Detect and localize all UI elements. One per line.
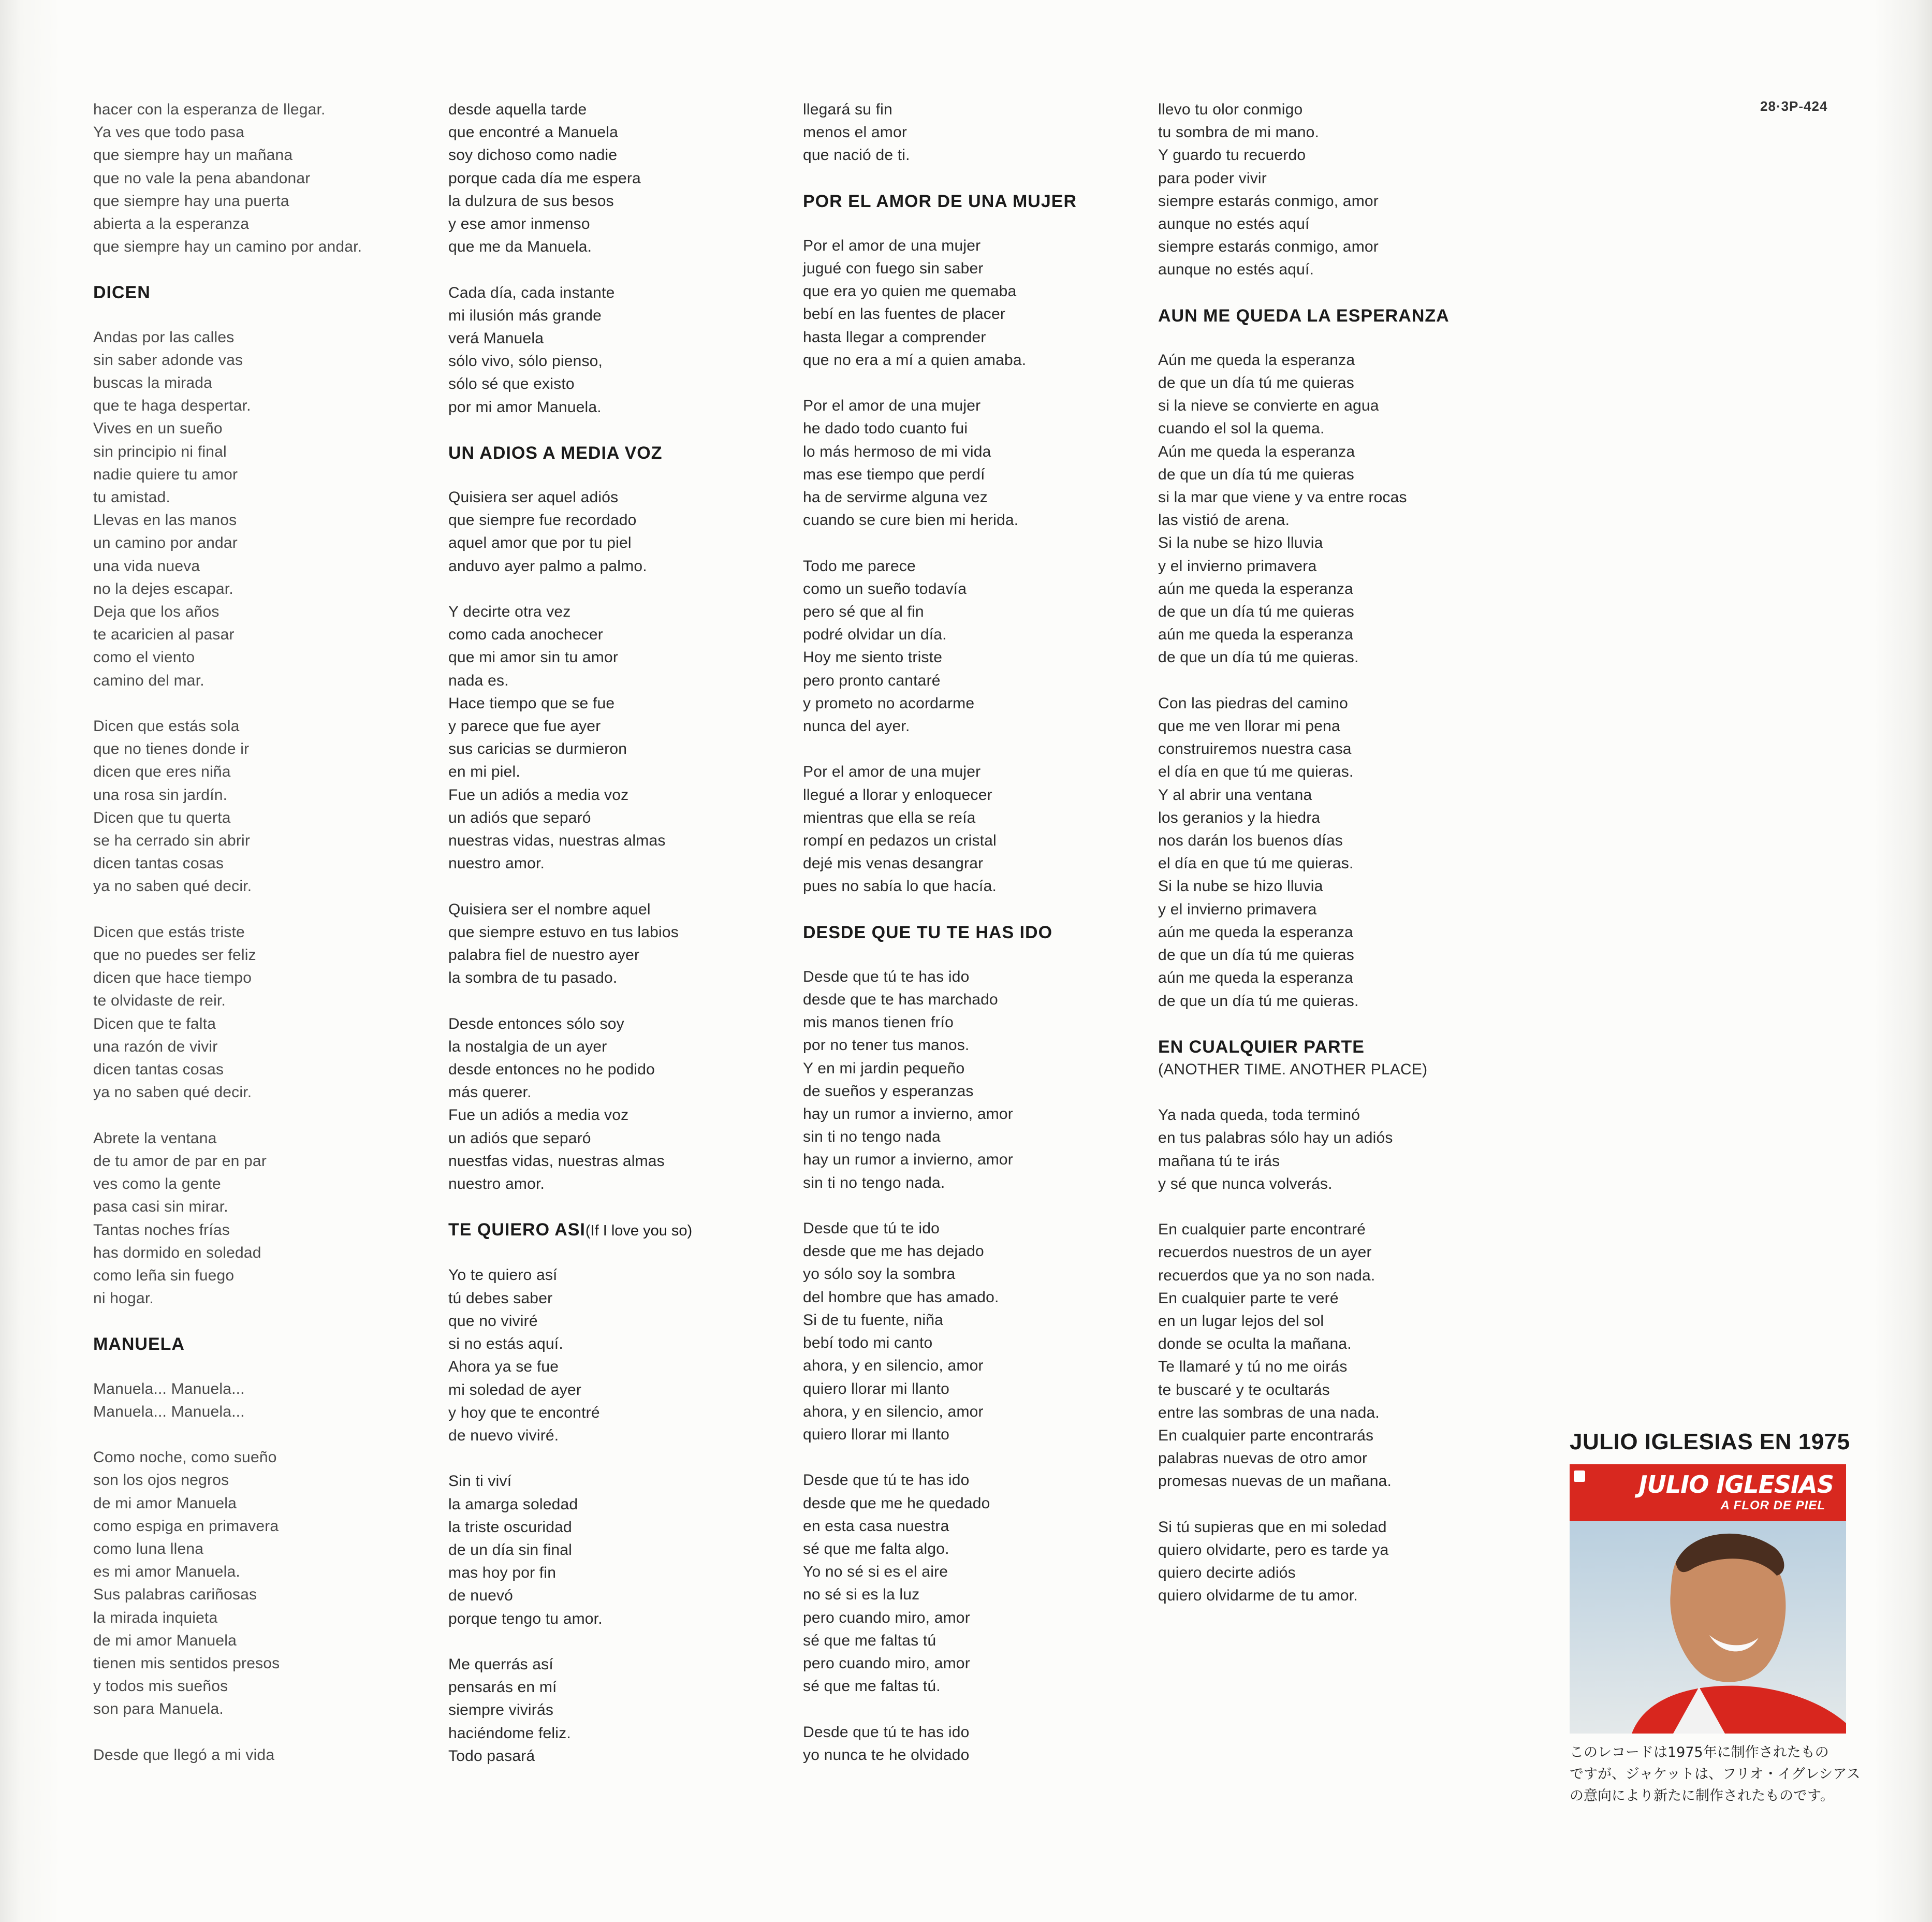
song-title-text: UN ADIOS A MEDIA VOZ — [448, 443, 663, 463]
lyric-line: nuestro amor. — [448, 855, 545, 872]
lyric-line: de que un día tú me quieras — [1158, 603, 1354, 621]
lyric-line: y el invierno primavera — [1158, 900, 1317, 918]
lyric-line: Dicen que estás triste — [93, 923, 245, 941]
lyric-line: Yo no sé si es el aire — [803, 1563, 948, 1581]
lyric-line: rompí en pedazos un cristal — [803, 832, 997, 850]
lyric-line: recuerdos nuestros de un ayer — [1158, 1244, 1372, 1261]
lyric-line: y todos mis sueños — [93, 1678, 228, 1695]
lyrics-column-2 — [448, 98, 780, 1768]
lyric-line: Yo te quiero así — [448, 1266, 558, 1284]
lyric-line: son para Manuela. — [93, 1700, 224, 1718]
lyric-line: bebí en las fuentes de placer — [803, 305, 1006, 323]
lyric-line: aquel amor que por tu piel — [448, 534, 632, 552]
stanza-gap — [448, 578, 780, 601]
stanza-gap — [93, 1104, 414, 1127]
song-title — [1158, 1036, 1489, 1058]
lyric-line: Con las piedras del camino — [1158, 694, 1349, 712]
lyric-line: siempre estarás conmigo, amor — [1158, 238, 1379, 256]
lyric-line: Quisiera ser el nombre aquel — [448, 900, 651, 918]
lyric-line: pasa casi sin mirar. — [93, 1198, 228, 1216]
stanza-gap — [803, 372, 1134, 395]
catalog-number: 28·3P-424 — [1760, 98, 1828, 114]
lyric-line: nadie quiere tu amor — [93, 465, 238, 483]
lyric-line: Como noche, como sueño — [93, 1449, 277, 1466]
lyric-line: mas hoy por fin — [448, 1564, 557, 1582]
lyric-line: palabra fiel de nuestro ayer — [448, 947, 640, 964]
lyric-line: es mi amor Manuela. — [93, 1563, 240, 1581]
stanza-gap — [448, 258, 780, 281]
lyric-line: recuerdos que ya no son nada. — [1158, 1266, 1375, 1284]
lyric-line: en tus palabras sólo hay un adiós — [1158, 1129, 1393, 1147]
lyric-line: ya no saben qué decir. — [93, 1084, 252, 1101]
lyric-line: no sé si es la luz — [803, 1586, 920, 1604]
lyric-line: que nació de ti. — [803, 147, 910, 164]
lyric-line: son los ojos negros — [93, 1472, 229, 1489]
lyric-line: Abrete la ventana — [93, 1129, 217, 1147]
song-title — [93, 1333, 414, 1356]
song-title — [803, 190, 1134, 213]
lyric-line: de nuevo viviré. — [448, 1426, 559, 1444]
lyric-line: Si tú supieras que en mi soledad — [1158, 1518, 1387, 1536]
lyric-line: Dicen que te falta — [93, 1015, 216, 1032]
lyric-line: quiero llorar mi llanto — [803, 1425, 950, 1443]
lyric-line: de mi amor Manuela — [93, 1494, 237, 1512]
lyric-line: ya no saben qué decir. — [93, 878, 252, 895]
lyric-line: como el viento — [93, 649, 195, 666]
lyric-line: de que un día tú me quieras — [1158, 374, 1354, 392]
lyric-line: sus caricias se durmieron — [448, 740, 627, 758]
lyric-line: jugué con fuego sin saber — [803, 260, 984, 278]
song-title-text: TE QUIERO ASI — [448, 1220, 586, 1240]
lyric-line: porque cada día me espera — [448, 169, 641, 187]
lyric-line: mas ese tiempo que perdí — [803, 465, 985, 483]
stanza-gap — [448, 989, 780, 1012]
lyric-line: aún me queda la esperanza — [1158, 923, 1353, 941]
lyric-line: donde se oculta la mañana. — [1158, 1335, 1352, 1353]
lyric-line: que te haga despertar. — [93, 397, 251, 415]
lyric-line: aunque no estés aquí. — [1158, 261, 1314, 279]
stanza-gap — [448, 875, 780, 898]
lyric-line: sólo vivo, sólo pienso, — [448, 353, 603, 370]
cover-title-band — [1570, 1464, 1846, 1521]
stanza-gap — [448, 1630, 780, 1653]
song-title-english: (If I love you so) — [585, 1222, 693, 1240]
cover-artist-name: JULIO IGLESIAS — [1638, 1470, 1834, 1498]
lyric-line: tú debes saber — [448, 1289, 553, 1307]
stanza-gap — [93, 898, 414, 921]
lyric-line: Desde que tú te has ido — [803, 968, 970, 985]
lyric-line: yo sólo soy la sombra — [803, 1265, 956, 1283]
lyric-line: los geranios y la hiedra — [1158, 809, 1321, 826]
lyric-line: hay un rumor a invierno, amor — [803, 1105, 1013, 1123]
lyric-line: como espiga en primavera — [93, 1517, 279, 1535]
lyric-line: desde que me he quedado — [803, 1494, 990, 1512]
lyric-line: sin saber adonde vas — [93, 351, 243, 369]
lyric-line: ahora, y en silencio, amor — [803, 1403, 984, 1420]
lyric-line: promesas nuevas de un mañana. — [1158, 1473, 1392, 1490]
lyric-line: aún me queda la esperanza — [1158, 969, 1353, 987]
stanza-gap — [1158, 1196, 1489, 1218]
lyric-line: sin principio ni final — [93, 443, 227, 460]
lyrics-column-3 — [803, 98, 1134, 1767]
lyric-line: Si la nube se hizo lluvia — [1158, 878, 1323, 895]
lyric-line: pues no sabía lo que hacía. — [803, 878, 997, 895]
lyric-line: desde que te has marchado — [803, 991, 998, 1009]
lyric-line: Dicen que estás sola — [93, 718, 240, 735]
lyric-line: Vives en un sueño — [93, 420, 223, 438]
lyric-line: Hoy me siento triste — [803, 649, 943, 666]
lyric-line: abierta a la esperanza — [93, 215, 250, 233]
lyric-line: Me querrás así — [448, 1655, 553, 1673]
lyric-line: el día en que tú me quieras. — [1158, 763, 1354, 781]
lyric-line: Por el amor de una mujer — [803, 237, 981, 254]
song-title-text: EN CUALQUIER PARTE — [1158, 1037, 1365, 1057]
lyric-line: el día en que tú me quieras. — [1158, 855, 1354, 872]
lyric-line: de nuevó — [448, 1587, 514, 1605]
stanza-gap — [93, 692, 414, 715]
song-title-text: DICEN — [93, 283, 151, 303]
lyric-line: Por el amor de una mujer — [803, 397, 981, 415]
stanza-gap — [448, 1447, 780, 1470]
lyric-line: nunca del ayer. — [803, 718, 910, 735]
lyric-line: la nostalgia de un ayer — [448, 1038, 607, 1055]
lyric-line: nuestro amor. — [448, 1175, 545, 1193]
lyric-line: he dado todo cuanto fui — [803, 420, 968, 438]
lyric-line: y parece que fue ayer — [448, 718, 601, 735]
lyric-line: Ya ves que todo pasa — [93, 124, 244, 141]
lyric-line: del hombre que has amado. — [803, 1288, 999, 1306]
lyric-line: buscas la mirada — [93, 374, 212, 392]
lyric-line: ahora, y en silencio, amor — [803, 1357, 984, 1375]
lyric-line: dejé mis venas desangrar — [803, 855, 984, 872]
lyric-line: camino del mar. — [93, 672, 204, 689]
lyric-line: Si la nube se hizo lluvia — [1158, 534, 1323, 552]
lyric-line: y el invierno primavera — [1158, 557, 1317, 575]
lyric-line: en esta casa nuestra — [803, 1517, 949, 1535]
label-logo-icon — [1574, 1470, 1585, 1482]
lyric-line: siempre estarás conmigo, amor — [1158, 192, 1379, 210]
promo-caption — [1570, 1742, 1861, 1807]
stanza-gap — [803, 738, 1134, 761]
lyric-line: nuestras vidas, nuestras almas — [448, 832, 666, 850]
lyric-line: que siempre estuvo en tus labios — [448, 923, 679, 941]
lyric-line: Andas por las calles — [93, 328, 235, 346]
lyric-line: de que un día tú me quieras — [1158, 465, 1354, 483]
promo-title: JULIO IGLESIAS EN 1975 — [1570, 1429, 1850, 1454]
lyric-line: tienen mis sentidos presos — [93, 1654, 280, 1672]
stanza-gap — [1158, 669, 1489, 692]
stanza-gap — [803, 1446, 1134, 1469]
lyric-line: desde entonces no he podido — [448, 1061, 655, 1079]
lyric-line: Si de tu fuente, niña — [803, 1311, 944, 1329]
song-subtitle: (ANOTHER TIME. ANOTHER PLACE) — [1158, 1060, 1428, 1078]
lyric-line: que siempre fue recordado — [448, 512, 637, 529]
lyric-line: ha de servirme alguna vez — [803, 489, 988, 506]
lyric-line: un adiós que separó — [448, 1129, 591, 1147]
song-title-text: AUN ME QUEDA LA ESPERANZA — [1158, 305, 1450, 326]
stanza-gap — [1158, 1493, 1489, 1516]
lyric-line: Te llamaré y tú no me oirás — [1158, 1358, 1348, 1376]
stanza-gap — [803, 532, 1134, 555]
lyric-line: sin ti no tengo nada. — [803, 1174, 945, 1191]
lyric-line: como cada anochecer — [448, 626, 603, 644]
lyric-line: una rosa sin jardín. — [93, 786, 228, 804]
lyric-line: quiero olvidarte, pero es tarde ya — [1158, 1541, 1389, 1559]
lyric-line: En cualquier parte te veré — [1158, 1289, 1339, 1307]
song-title — [448, 442, 780, 464]
lyric-line: sólo sé que existo — [448, 375, 575, 393]
lyric-line: mi ilusión más grande — [448, 307, 602, 324]
lyric-line: de un día sin final — [448, 1541, 572, 1559]
stanza-gap — [803, 1195, 1134, 1217]
lyric-line: Sus palabras cariñosas — [93, 1586, 257, 1604]
lyric-line: que no puedes ser feliz — [93, 947, 256, 964]
lyric-line: que siempre hay un camino por andar. — [93, 238, 362, 256]
lyric-line: lo más hermoso de mi vida — [803, 443, 991, 460]
lyric-line: Todo pasará — [448, 1747, 535, 1765]
lyric-line: pero cuando miro, amor — [803, 1654, 970, 1672]
lyric-line: de que un día tú me quieras — [1158, 947, 1354, 964]
lyric-line: palabras nuevas de otro amor — [1158, 1450, 1368, 1467]
lyric-line: te olvidaste de reir. — [93, 992, 226, 1010]
lyric-line: Fue un adiós a media voz — [448, 786, 629, 804]
lyric-line: En cualquier parte encontraré — [1158, 1221, 1366, 1239]
lyric-line: mi soledad de ayer — [448, 1381, 582, 1399]
lyric-line: mientras que ella se reía — [803, 809, 976, 826]
lyric-line: Y decirte otra vez — [448, 603, 571, 621]
lyric-line: la dulzura de sus besos — [448, 192, 614, 210]
lyric-line: la mirada inquieta — [93, 1609, 218, 1626]
song-title — [803, 921, 1134, 944]
lyric-line: Desde que tú te has ido — [803, 1723, 970, 1741]
lyric-line: pensarás en mí — [448, 1679, 557, 1696]
lyric-line: tu sombra de mi mano. — [1158, 124, 1319, 141]
lyric-line: porque tengo tu amor. — [448, 1610, 603, 1627]
lyric-line: como leña sin fuego — [93, 1266, 235, 1284]
lyric-line: que no viviré — [448, 1312, 538, 1330]
lyric-line: nada es. — [448, 672, 509, 689]
lyric-line: aún me queda la esperanza — [1158, 626, 1353, 644]
lyric-line: Y al abrir una ventana — [1158, 786, 1312, 804]
lyric-line: un adiós que separó — [448, 809, 591, 826]
lyric-line: por no tener tus manos. — [803, 1037, 970, 1054]
lyric-line: En cualquier parte encontrarás — [1158, 1426, 1374, 1444]
lyric-line: construiremos nuestra casa — [1158, 740, 1352, 758]
lyric-line: quiero olvidarme de tu amor. — [1158, 1587, 1358, 1605]
lyric-line: entre las sombras de una nada. — [1158, 1404, 1380, 1421]
stanza-gap — [93, 1423, 414, 1446]
lyric-line: cuando el sol la quema. — [1158, 420, 1325, 438]
lyric-line: hay un rumor a invierno, amor — [803, 1151, 1013, 1169]
lyric-line: sin ti no tengo nada — [803, 1128, 941, 1146]
lyric-line: nuestfas vidas, nuestras almas — [448, 1152, 665, 1170]
lyric-line: que no vale la pena abandonar — [93, 169, 311, 187]
lyric-line: nos darán los buenos días — [1158, 832, 1343, 850]
lyric-line: dicen tantas cosas — [93, 855, 224, 872]
lyric-line: se ha cerrado sin abrir — [93, 832, 251, 850]
lyric-line: sé que me faltas tú. — [803, 1678, 941, 1695]
lyric-line: hasta llegar a comprender — [803, 328, 986, 346]
lyric-line: la amarga soledad — [448, 1495, 578, 1513]
lyric-line: sé que me faltas tú — [803, 1632, 936, 1649]
song-title-text: POR EL AMOR DE UNA MUJER — [803, 191, 1077, 211]
lyric-line: pero cuando miro, amor — [803, 1609, 970, 1626]
lyric-line: Desde que tú te has ido — [803, 1472, 970, 1489]
lyric-line: siempre vivirás — [448, 1701, 554, 1719]
lyric-line: en mi piel. — [448, 763, 520, 781]
lyric-line: Por el amor de una mujer — [803, 763, 981, 781]
lyric-line: y ese amor inmenso — [448, 215, 590, 233]
lyric-line: por mi amor Manuela. — [448, 398, 602, 416]
lyric-line: Desde entonces sólo soy — [448, 1015, 624, 1032]
lyric-line: dicen que hace tiempo — [93, 969, 252, 987]
lyric-line: haciéndome feliz. — [448, 1724, 571, 1742]
lyric-line: Tantas noches frías — [93, 1221, 230, 1239]
lyric-line: de mi amor Manuela — [93, 1632, 237, 1649]
song-title — [448, 1218, 780, 1242]
lyric-line: si la nieve se convierte en agua — [1158, 397, 1379, 415]
song-title-text: MANUELA — [93, 1334, 185, 1355]
lyric-line: anduvo ayer palmo a palmo. — [448, 557, 647, 575]
lyric-line: un camino por andar — [93, 534, 238, 552]
lyric-line: Dicen que tu querta — [93, 809, 231, 826]
lyric-line: quiero llorar mi llanto — [803, 1380, 950, 1397]
lyric-line: más querer. — [448, 1084, 532, 1101]
lyric-line: cuando se cure bien mi herida. — [803, 512, 1019, 529]
song-title — [1158, 304, 1489, 327]
lyric-line: Todo me parece — [803, 557, 916, 575]
lyric-line: las vistió de arena. — [1158, 512, 1290, 529]
lyric-line: que me ven llorar mi pena — [1158, 718, 1340, 735]
lyric-line: has dormido en soledad — [93, 1244, 261, 1261]
lyric-line: que no era a mí a quien amaba. — [803, 351, 1027, 369]
lyric-line: pero sé que al fin — [803, 603, 924, 621]
lyric-line: Y en mi jardin pequeño — [803, 1059, 965, 1077]
lyric-line: una razón de vivir — [93, 1038, 218, 1055]
lyric-line: Desde que tú te ido — [803, 1220, 940, 1237]
lyric-line: Aún me queda la esperanza — [1158, 443, 1355, 460]
lyric-line: Quisiera ser aquel adiós — [448, 489, 619, 506]
lyric-line: verá Manuela — [448, 330, 544, 347]
lyric-line: dicen tantas cosas — [93, 1061, 224, 1079]
album-cover-image — [1570, 1464, 1846, 1734]
lyric-line: de sueños y esperanzas — [803, 1082, 974, 1100]
lyric-line: pero pronto cantaré — [803, 672, 941, 689]
lyric-line: sé que me falta algo. — [803, 1540, 949, 1557]
stanza-gap — [93, 1721, 414, 1744]
lyric-line: Manuela... Manuela... — [93, 1380, 245, 1397]
lyric-line: te buscaré y te ocultarás — [1158, 1381, 1330, 1399]
lyric-line: que me da Manuela. — [448, 238, 592, 256]
lyric-line: y prometo no acordarme — [803, 694, 975, 712]
song-title-text: DESDE QUE TU TE HAS IDO — [803, 922, 1053, 942]
lyric-line: la triste oscuridad — [448, 1518, 572, 1536]
lyric-line: que no tienes donde ir — [93, 740, 250, 758]
lyric-line: soy dichoso como nadie — [448, 147, 618, 164]
promo-caption-line: ですが、ジャケットは、フリオ・イグレシアス — [1570, 1766, 1861, 1782]
lyric-line: quiero decirte adiós — [1158, 1564, 1296, 1582]
lyric-line: en un lugar lejos del sol — [1158, 1312, 1324, 1330]
promo-caption-line: このレコードは1975年に制作されたもの — [1570, 1744, 1829, 1760]
lyric-line: llegará su fin — [803, 101, 892, 118]
lyric-line: yo nunca te he olvidado — [803, 1746, 970, 1764]
lyric-line: te acaricien al pasar — [93, 626, 235, 644]
lyric-line: hacer con la esperanza de llegar. — [93, 101, 326, 118]
lyric-line: de tu amor de par en par — [93, 1152, 267, 1170]
lyric-line: y hoy que te encontré — [448, 1404, 600, 1421]
lyric-line: como un sueño todavía — [803, 580, 967, 598]
lyric-line: como luna llena — [93, 1540, 204, 1557]
lyric-line: Ahora ya se fue — [448, 1358, 559, 1376]
lyric-line: que mi amor sin tu amor — [448, 649, 619, 666]
lyric-line: si no estás aquí. — [448, 1335, 563, 1353]
lyric-line: si la mar que viene y va entre rocas — [1158, 489, 1407, 506]
stanza-gap — [803, 1698, 1134, 1721]
lyric-line: Aún me queda la esperanza — [1158, 351, 1355, 369]
lyric-line: Manuela... Manuela... — [93, 1403, 245, 1420]
lyric-line: mis manos tienen frío — [803, 1014, 954, 1031]
lyric-line: bebí todo mi canto — [803, 1334, 933, 1352]
lyric-line: de que un día tú me quieras. — [1158, 992, 1359, 1010]
lyric-line: una vida nueva — [93, 557, 200, 575]
lyric-line: ni hogar. — [93, 1290, 154, 1307]
lyric-line: podré olvidar un día. — [803, 626, 947, 644]
lyric-line: que encontré a Manuela — [448, 124, 618, 141]
lyric-line: Deja que los años — [93, 603, 219, 621]
lyric-line: y sé que nunca volverás. — [1158, 1175, 1333, 1192]
lyric-line: Fue un adiós a media voz — [448, 1106, 629, 1124]
lyric-line: ves como la gente — [93, 1175, 221, 1193]
lyric-line: que era yo quien me quemaba — [803, 283, 1017, 300]
lyric-line: aunque no estés aquí — [1158, 215, 1310, 233]
lyrics-column-4 — [1158, 98, 1489, 1608]
lyric-line: de que un día tú me quieras. — [1158, 649, 1359, 666]
lyric-line: tu amistad. — [93, 489, 170, 506]
cover-album-title: A FLOR DE PIEL — [1720, 1498, 1825, 1512]
lyric-line: la sombra de tu pasado. — [448, 969, 618, 987]
lyric-line: Ya nada queda, toda terminó — [1158, 1106, 1360, 1124]
lyric-line: llegué a llorar y enloquecer — [803, 786, 992, 804]
lyric-line: Y guardo tu recuerdo — [1158, 147, 1306, 164]
lyric-line: Hace tiempo que se fue — [448, 694, 615, 712]
lyric-line: mañana tú te irás — [1158, 1152, 1280, 1170]
lyric-line: que siempre hay un mañana — [93, 147, 293, 164]
promo-panel — [1570, 1429, 1861, 1807]
lyric-line: Llevas en las manos — [93, 512, 237, 529]
lyric-line: llevo tu olor conmigo — [1158, 101, 1303, 118]
lyric-line: que siempre hay una puerta — [93, 192, 289, 210]
lyric-line: Cada día, cada instante — [448, 284, 615, 301]
promo-caption-line: の意向により新たに制作されたものです。 — [1570, 1788, 1834, 1804]
lyric-line: dicen que eres niña — [93, 763, 231, 781]
lyric-line: aún me queda la esperanza — [1158, 580, 1353, 598]
lyric-line: desde que me has dejado — [803, 1243, 984, 1260]
lyric-line: para poder vivir — [1158, 169, 1267, 187]
lyric-line: Sin ti viví — [448, 1473, 512, 1490]
lyric-line: Desde que llegó a mi vida — [93, 1746, 275, 1764]
lyric-line: desde aquella tarde — [448, 101, 587, 118]
lyric-line: menos el amor — [803, 124, 908, 141]
song-title — [93, 281, 414, 304]
lyrics-column-1 — [93, 98, 414, 1767]
lyric-line: no la dejes escapar. — [93, 580, 233, 598]
